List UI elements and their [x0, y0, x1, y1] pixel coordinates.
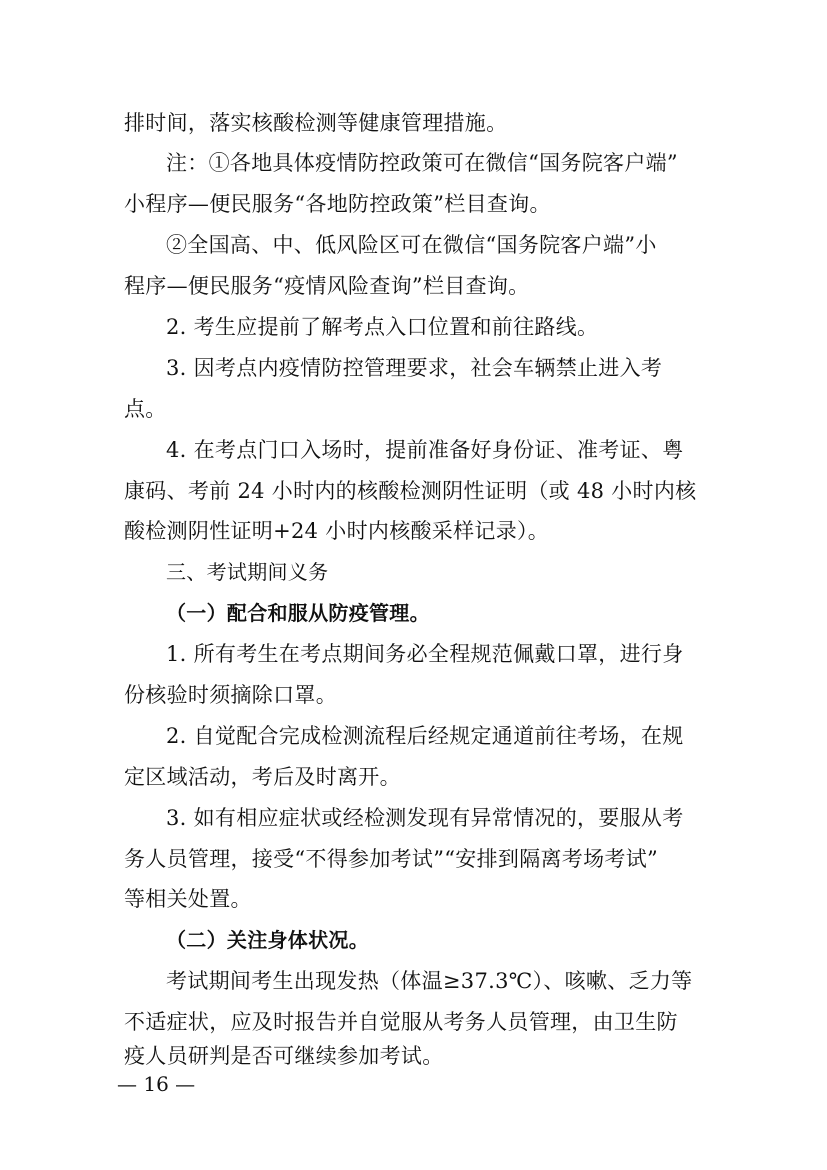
note-text-line: ②全国高、中、低风险区可在微信“国务院客户端”小 [166, 233, 657, 257]
subsection-heading: （二）关注身体状况。 [166, 928, 369, 952]
section-heading: 三、考试期间义务 [166, 560, 329, 584]
list-item-line: 2. 自觉配合完成检测流程后经规定通道前往考场，在规 [166, 724, 684, 748]
list-item-line: 3. 因考点内疫情防控管理要求，社会车辆禁止进入考 [166, 356, 663, 380]
list-item-line: 1. 所有考生在考点期间务必全程规范佩戴口罩，进行身 [166, 642, 684, 666]
list-item-line: 康码、考前 24 小时内的核酸检测阴性证明（或 48 小时内核 [124, 479, 697, 503]
note-text-line: 小程序—便民服务“各地防控政策”栏目查询。 [124, 192, 551, 216]
note-text-line: 程序—便民服务“疫情风险查询”栏目查询。 [124, 274, 530, 298]
list-item-line: 2. 考生应提前了解考点入口位置和前往路线。 [166, 315, 599, 339]
note-text-line: 注：①各地具体疫情防控政策可在微信“国务院客户端” [166, 151, 678, 175]
list-item-line: 等相关处置。 [124, 887, 252, 911]
list-item-line: 3. 如有相应症状或经检测发现有异常情况的，要服从考 [166, 806, 684, 830]
body-text-line: 排时间，落实核酸检测等健康管理措施。 [124, 111, 508, 135]
list-item-line: 点。 [124, 397, 167, 421]
subsection-heading: （一）配合和服从防疫管理。 [166, 601, 430, 625]
list-item-line: 定区域活动，考后及时离开。 [124, 765, 401, 789]
list-item-line: 份核验时须摘除口罩。 [124, 683, 337, 707]
body-text-line: 考试期间考生出现发热（体温≥37.3℃）、咳嗽、乏力等 [166, 969, 693, 993]
list-item-line: 酸检测阴性证明+24 小时内核酸采样记录）。 [124, 519, 550, 543]
body-text-line: 不适症状，应及时报告并自觉服从考务人员管理，由卫生防 [124, 1010, 678, 1034]
list-item-line: 4. 在考点门口入场时，提前准备好身份证、准考证、粤 [166, 438, 684, 462]
body-text-line: 疫人员研判是否可继续参加考试。 [124, 1044, 444, 1068]
page-number: — 16 — [117, 1072, 196, 1096]
list-item-line: 务人员管理，接受“不得参加考试”“安排到隔离考场考试” [124, 847, 659, 871]
